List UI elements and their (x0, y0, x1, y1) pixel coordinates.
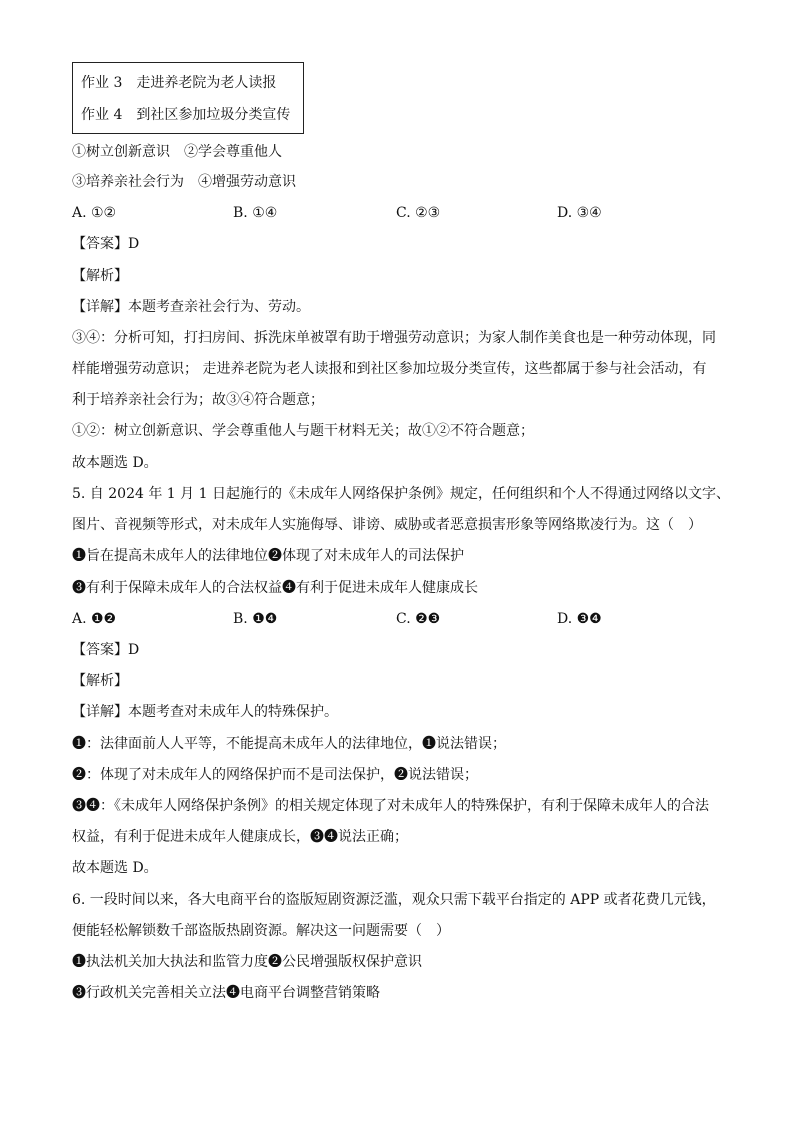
q4-analysis-para-2: ①②：树立创新意识、学会尊重他人与题干材料无关；故①②不符合题意； (72, 423, 534, 439)
q6-stem-line-2: 便能轻松解锁数千部盗版热剧资源。解决这一问题需要（ ） (72, 923, 450, 939)
q5-conclusion: 故本题选 D。 (72, 860, 158, 876)
q5-stem-line-2: 图片、音视频等形式，对未成年人实施侮辱、诽谤、威胁或者恶意损害形象等网络欺凌行为。这（ ） (72, 517, 702, 533)
q4-analysis-label: 【解析】 (72, 268, 128, 284)
q5-analysis-para-3-line-1: ❸❹：《未成年人网络保护条例》的相关规定体现了对未成年人的特殊保护，有利于保障未成年人的合法 (72, 798, 709, 814)
q4-choices-line-1: ①树立创新意识 ②学会尊重他人 (72, 144, 282, 160)
q5-answer: 【答案】D (72, 642, 140, 658)
q4-analysis-para-1-line-2: 样能增强劳动意识； 走进养老院为老人读报和到社区参加垃圾分类宣传，这些都属于参与社会活动，有 (72, 361, 707, 377)
table-row-homework-3: 作业 3 走进养老院为老人读报 (81, 75, 277, 91)
q4-option-d: D. ③④ (557, 205, 602, 221)
q6-choices-line-2: ❸行政机关完善相关立法❹电商平台调整营销策略 (72, 985, 380, 1001)
q5-option-b: B. ❶❹ (233, 611, 278, 627)
q4-choices-line-2: ③培养亲社会行为 ④增强劳动意识 (72, 174, 296, 190)
q4-detail: 【详解】本题考查亲社会行为、劳动。 (72, 299, 310, 315)
q5-analysis-label: 【解析】 (72, 673, 128, 689)
q6-choices-line-1: ❶执法机关加大执法和监管力度❷公民增强版权保护意识 (72, 954, 422, 970)
q4-option-c: C. ②③ (396, 205, 441, 221)
table-row-homework-4: 作业 4 到社区参加垃圾分类宣传 (81, 107, 291, 123)
q4-conclusion: 故本题选 D。 (72, 455, 158, 471)
q5-analysis-para-3-line-2: 权益，有利于促进未成年人健康成长，❸❹说法正确； (72, 829, 408, 845)
q4-answer: 【答案】D (72, 236, 140, 252)
q4-option-b: B. ①④ (233, 205, 278, 221)
q5-option-c: C. ❷❸ (396, 611, 441, 627)
q5-option-a: A. ❶❷ (72, 611, 117, 627)
q5-analysis-para-2: ❷：体现了对未成年人的网络保护而不是司法保护，❷说法错误； (72, 767, 478, 783)
q5-choices-line-2: ❸有利于保障未成年人的合法权益❹有利于促进未成年人健康成长 (72, 580, 478, 596)
q5-stem-line-1: 5. 自 2024 年 1 月 1 日起施行的《未成年人网络保护条例》规定，任何组织和个人不得通过网络以文字、 (72, 486, 730, 502)
q5-analysis-para-1: ❶：法律面前人人平等，不能提高未成年人的法律地位，❶说法错误； (72, 736, 506, 752)
q4-option-a: A. ①② (72, 205, 117, 221)
q6-stem-line-1: 6. 一段时间以来，各大电商平台的盗版短剧资源泛滥，观众只需下载平台指定的 APP 或者花费几元钱， (72, 892, 716, 908)
q5-detail: 【详解】本题考查对未成年人的特殊保护。 (72, 704, 338, 720)
q5-option-d: D. ❸❹ (557, 611, 602, 627)
q5-choices-line-1: ❶旨在提高未成年人的法律地位❷体现了对未成年人的司法保护 (72, 548, 464, 564)
homework-table (72, 62, 304, 134)
q4-analysis-para-1-line-1: ③④：分析可知，打扫房间、拆洗床单被罩有助于增强劳动意识；为家人制作美食也是一种劳动体现，同 (72, 330, 716, 346)
q4-analysis-para-1-line-3: 利于培养亲社会行为；故③④符合题意； (72, 392, 324, 408)
